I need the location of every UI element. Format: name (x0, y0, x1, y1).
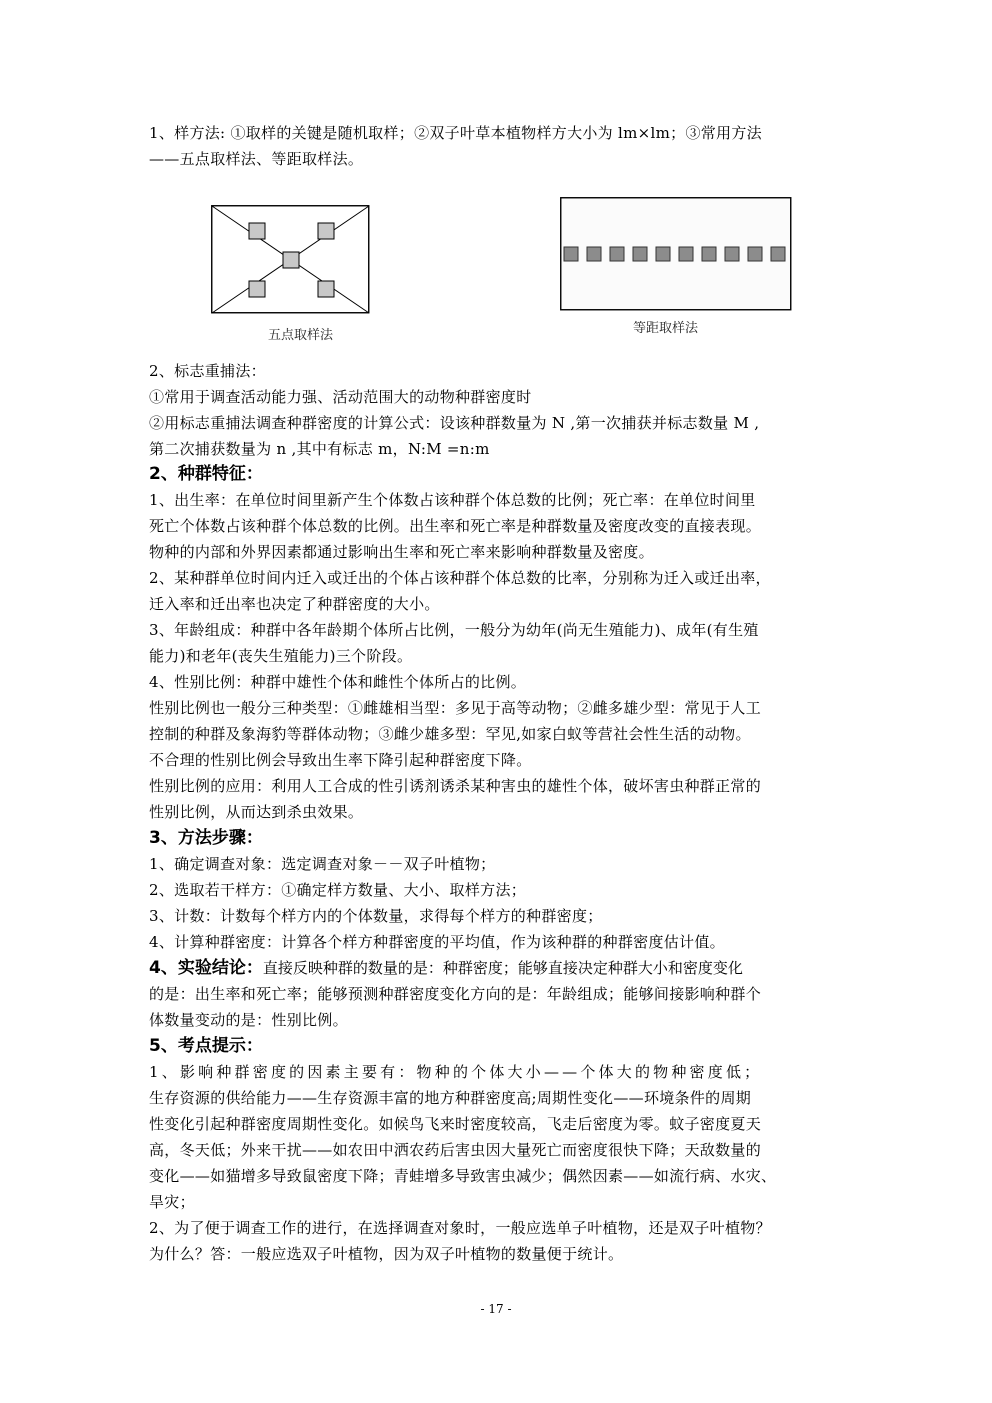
section-2-p6-line-1: 性别比例的应用：利用人工合成的性引诱剂诱杀某种害虫的雄性个体，破坏害虫种群正常的 (149, 777, 762, 795)
section-3-step-4: 4、计算种群密度：计算各个样方种群密度的平均值，作为该种群的种群密度估计值。 (149, 933, 725, 951)
section-2-p3-line-2: 能力)和老年(丧失生殖能力)三个阶段。 (149, 647, 413, 665)
section-5-p1-line-6: 旱灾； (149, 1193, 195, 1211)
section-4-line-2: 的是：出生率和死亡率；能够预测种群密度变化方向的是：年龄组成；能够间接影响种群个 (149, 985, 762, 1003)
section-3-step-3: 3、计数：计数每个样方内的个体数量，求得每个样方的种群密度； (149, 907, 603, 925)
equidistant-sampling-figure (560, 197, 792, 315)
sampling-method-line-1: 1、样方法: ①取样的关键是随机取样；②双子叶草本植物样方大小为 lm×lm；③常用方法 (149, 124, 762, 142)
five-point-sampling-diagram (211, 205, 371, 315)
section-2-p5-line-1: 性别比例也一般分三种类型：①雌雄相当型：多见于高等动物；②雌多雄少型：常见于人工 (149, 699, 762, 717)
section-5-heading (149, 1033, 843, 1059)
section-4-line-3: 体数量变动的是：性别比例。 (149, 1011, 348, 1029)
section-5-p2-line-2: 为什么？答：一般应选双子叶植物，因为双子叶植物的数量便于统计。 (149, 1245, 624, 1263)
page-number: - 17 - (480, 1302, 512, 1316)
section-5-p1-line-2: 生存资源的供给能力——生存资源丰富的地方种群密度高;周期性变化——环境条件的周期 (149, 1089, 752, 1107)
mark-recapture-item-2-line-1: ②用标志重捕法调查种群密度的计算公式：设该种群数量为 N ,第一次捕获并标志数量 M , (149, 414, 760, 432)
section-2-p5-line-3: 不合理的性别比例会导致出生率下降引起种群密度下降。 (149, 751, 532, 769)
section-2-number: 2 (149, 464, 161, 484)
mark-recapture-item-1: ①常用于调查活动能力强、活动范围大的动物种群密度时 (149, 388, 532, 406)
section-2-p4: 4、性别比例：种群中雄性个体和雌性个体所占的比例。 (149, 673, 527, 691)
equidistant-sampling-diagram (560, 197, 792, 311)
section-5-p1-line-4: 高，冬天低；外来干扰——如农田中洒农药后害虫因大量死亡而密度很快下降；天敌数量的 (149, 1141, 762, 1159)
section-5-p2-line-1: 2、为了便于调查工作的进行，在选择调查对象时，一般应选单子叶植物，还是双子叶植物？ (149, 1219, 771, 1237)
section-3-step-1: 1、确定调查对象：选定调查对象－－双子叶植物； (149, 855, 496, 873)
section-3-step-2: 2、选取若干样方：①确定样方数量、大小、取样方法； (149, 881, 527, 899)
section-4-title: 、实验结论： (160, 958, 263, 978)
section-5-title: 、考点提示： (160, 1036, 263, 1056)
section-2-p2-line-2: 迁入率和迁出率也决定了种群密度的大小。 (149, 595, 440, 613)
section-2-p1-line-2: 死亡个体数占该种群个体总数的比例。出生率和死亡率是种群数量及密度改变的直接表现。 (149, 517, 762, 535)
section-4-heading (149, 955, 843, 981)
section-2-p1-line-1: 1、出生率：在单位时间里新产生个体数占该种群个体总数的比例；死亡率：在单位时间里 (149, 491, 756, 509)
sampling-method-line-2: ——五点取样法、等距取样法。 (149, 150, 364, 168)
mark-recapture-item-2-line-2: 第二次捕获数量为 n ,其中有标志 m，N:M =n:m (149, 440, 490, 458)
section-4-line-1-rest: 直接反映种群的数量的是：种群密度；能够直接决定种群大小和密度变化 (262, 959, 743, 977)
section-2-title: 、种群特征： (160, 464, 263, 484)
section-2-p3-line-1: 3、年龄组成：种群中各年龄期个体所占比例，一般分为幼年(尚无生殖能力)、成年(有生殖 (149, 621, 759, 639)
five-point-sampling-figure (211, 205, 371, 319)
section-5-p1-line-3: 性变化引起种群密度周期性变化。如候鸟飞来时密度较高，飞走后密度为零。蚊子密度夏天 (149, 1115, 762, 1133)
section-2-p2-line-1: 2、某种群单位时间内迁入或迁出的个体占该种群个体总数的比率，分别称为迁入或迁出率， (149, 569, 771, 587)
section-5-p1-line-5: 变化——如猫增多导致鼠密度下降；青蛙增多导致害虫减少；偶然因素——如流行病、水灾、 (149, 1167, 777, 1185)
section-3-heading (149, 825, 843, 851)
section-5-p1-line-1: 1、影响种群密度的因素主要有：物种的个体大小——个体大的物种密度低； (149, 1063, 763, 1081)
section-2-p6-line-2: 性别比例，从而达到杀虫效果。 (149, 803, 364, 821)
section-5-number: 5 (149, 1036, 161, 1056)
mark-recapture-title: 2、标志重捕法： (149, 362, 266, 380)
five-point-caption: 五点取样法 (268, 328, 334, 343)
section-4-number: 4 (149, 958, 161, 978)
section-2-p5-line-2: 控制的种群及象海豹等群体动物；③雌少雄多型：罕见,如家白蚁等营社会性生活的动物。 (149, 725, 751, 743)
section-2-heading (149, 461, 843, 487)
section-2-p1-line-3: 物种的内部和外界因素都通过影响出生率和死亡率来影响种群数量及密度。 (149, 543, 654, 561)
section-3-number: 3 (149, 828, 161, 848)
section-3-title: 、方法步骤： (160, 828, 263, 848)
equidistant-caption: 等距取样法 (633, 321, 699, 336)
